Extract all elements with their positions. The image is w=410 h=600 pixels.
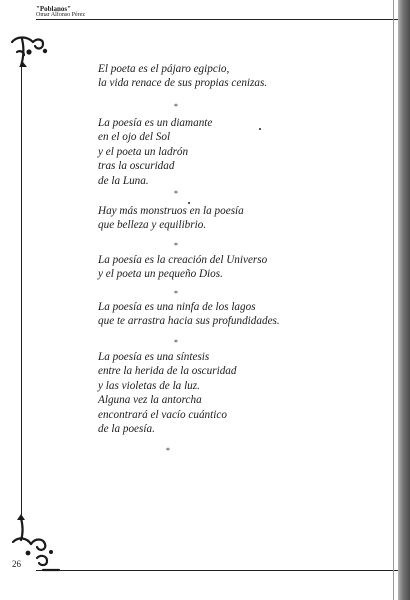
poem-line: La poesía es una ninfa de los lagos xyxy=(98,301,256,313)
poem-line: entre la herida de la oscuridad xyxy=(98,365,237,378)
poem-line: La poesía es un diamante xyxy=(98,117,213,129)
print-speck xyxy=(259,128,261,130)
page-number: 26 xyxy=(12,559,21,569)
stanza-separator: * xyxy=(174,338,178,347)
bottom-rule xyxy=(36,570,410,571)
page-edge-line xyxy=(393,0,394,600)
stanza-separator: * xyxy=(174,241,178,250)
poem-line: encontrará el vacío cuántico xyxy=(98,408,227,421)
poem-line: en el ojo del Sol xyxy=(98,131,171,144)
poem-line: Hay más monstruos en la poesía xyxy=(98,205,244,217)
print-speck xyxy=(188,202,190,204)
poem-line: de la Luna. xyxy=(98,174,149,187)
poem-stanza xyxy=(98,300,280,329)
poem-line: que te arrastra hacia sus profundidades. xyxy=(98,315,280,328)
running-header-title: "Poblanos" xyxy=(36,5,72,13)
poem-line: La poesía es una síntesis xyxy=(98,351,210,363)
left-border-rule xyxy=(21,65,22,515)
poem-stanza xyxy=(98,253,267,282)
poem-line: y el poeta un pequeño Dios. xyxy=(98,268,223,281)
poem-line: tras la oscuridad xyxy=(98,160,175,173)
stanza-separator: * xyxy=(166,446,170,455)
poem-stanza xyxy=(98,116,212,188)
poem-line: El poeta es el pájaro egipcio, xyxy=(98,63,230,75)
top-rule xyxy=(36,19,410,20)
poem-stanza xyxy=(98,62,267,91)
poem-line: y las violetas de la luz. xyxy=(98,379,200,392)
page-edge-shadow xyxy=(398,0,410,600)
poem-line: que belleza y equilibrio. xyxy=(98,219,207,232)
running-header-author: Omar Alfonso Pérez xyxy=(36,12,85,18)
stanza-separator: * xyxy=(174,189,178,198)
poem-line: la vida renace de sus propias cenizas. xyxy=(98,77,268,90)
poem-line: La poesía es la creación del Universo xyxy=(98,254,268,266)
poem-line: Alguna vez la antorcha xyxy=(98,394,202,407)
stanza-separator: * xyxy=(174,102,178,111)
poem-stanza xyxy=(98,204,244,233)
flourish-ornament-top xyxy=(3,22,61,72)
poem-line: de la poesía. xyxy=(98,423,155,436)
poem-stanza xyxy=(98,350,236,436)
stanza-separator: * xyxy=(174,289,178,298)
poem-line: y el poeta un ladrón xyxy=(98,145,189,158)
